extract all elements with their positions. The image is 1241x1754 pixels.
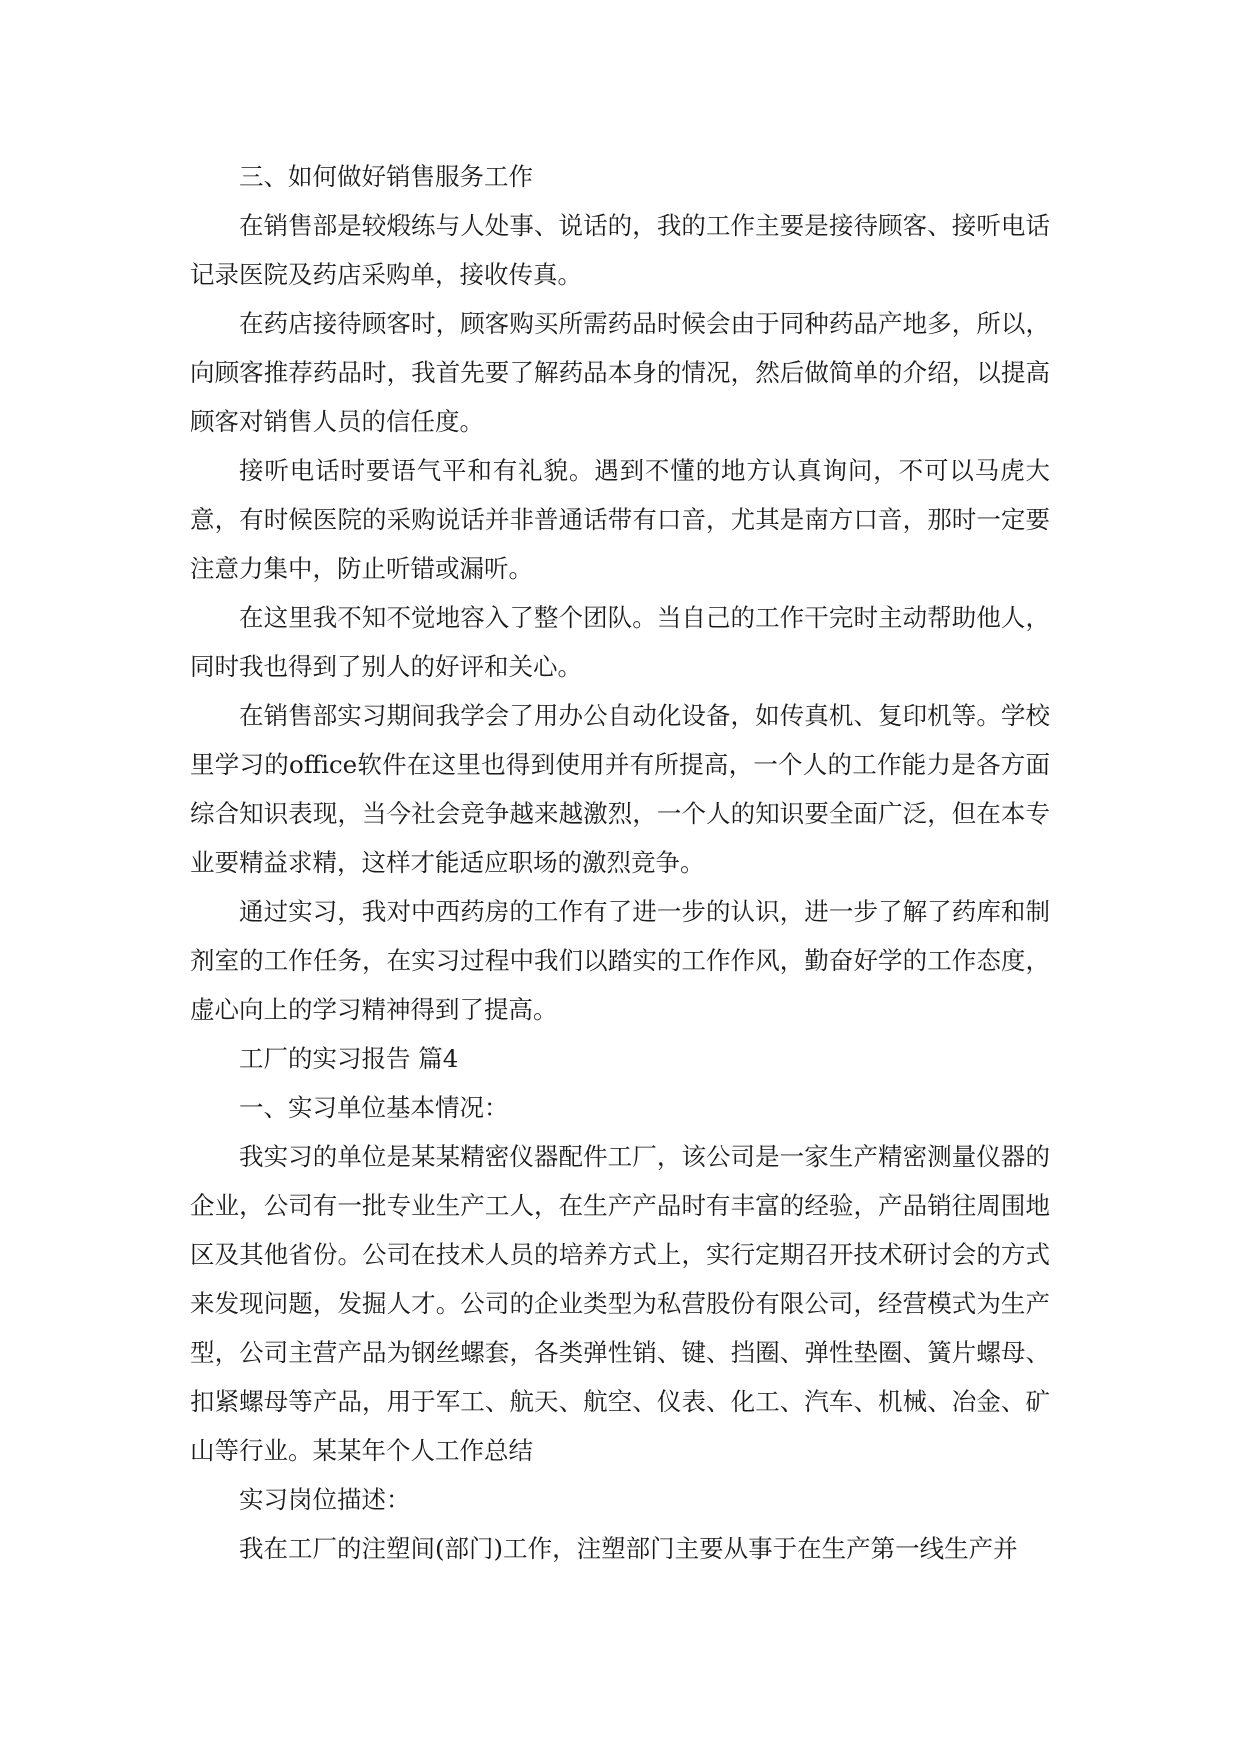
document-body bbox=[190, 152, 1050, 1573]
paragraph: 我实习的单位是某某精密仪器配件工厂，该公司是一家生产精密测量仪器的企业，公司有一批专业生产工人，在生产产品时有丰富的经验，产品销往周围地区及其他省份。公司在技术人员的培养方式上，实行定期召开技术研讨会的方式来发现问题，发掘人才。公司的企业类型为私营股份有限公司，经营模式为生产型，公司主营产品为钢丝螺套，各类弹性销、键、挡圈、弹性垫圈、簧片螺母、扣紧螺母等产品，用于军工、航天、航空、仪表、化工、汽车、机械、冶金、矿山等行业。某某年个人工作总结 bbox=[190, 1142, 1050, 1465]
paragraph: 在这里我不知不觉地容入了整个团队。当自己的工作干完时主动帮助他人，同时我也得到了别人的好评和关心。 bbox=[190, 603, 1050, 681]
paragraph: 接听电话时要语气平和有礼貌。遇到不懂的地方认真询问，不可以马虎大意，有时候医院的采购说话并非普通话带有口音，尤其是南方口音，那时一定要注意力集中，防止听错或漏听。 bbox=[190, 456, 1050, 583]
paragraph: 在销售部是较煅练与人处事、说话的，我的工作主要是接待顾客、接听电话记录医院及药店采购单，接收传真。 bbox=[190, 211, 1050, 289]
paragraph: 在药店接待顾客时，顾客购买所需药品时候会由于同种药品产地多，所以，向顾客推荐药品时，我首先要了解药品本身的情况，然后做简单的介绍，以提高顾客对销售人员的信任度。 bbox=[190, 309, 1050, 436]
section-heading: 三、如何做好销售服务工作 bbox=[239, 162, 533, 191]
paragraph: 我在工厂的注塑间(部门)工作，注塑部门主要从事于在生产第一线生产并 bbox=[239, 1534, 1018, 1563]
section-heading: 实习岗位描述： bbox=[239, 1485, 411, 1514]
report-title: 工厂的实习报告 篇4 bbox=[239, 1044, 459, 1073]
paragraph: 在销售部实习期间我学会了用办公自动化设备，如传真机、复印机等。学校里学习的office软件在这里也得到使用并有所提高，一个人的工作能力是各方面综合知识表现，当今社会竞争越来越激烈，一个人的知识要全面广泛，但在本专业要精益求精，这样才能适应职场的激烈竞争。 bbox=[190, 701, 1050, 877]
paragraph: 通过实习，我对中西药房的工作有了进一步的认识，进一步了解了药库和制剂室的工作任务，在实习过程中我们以踏实的工作作风，勤奋好学的工作态度，虚心向上的学习精神得到了提高。 bbox=[190, 897, 1050, 1024]
section-heading: 一、实习单位基本情况： bbox=[239, 1093, 509, 1122]
